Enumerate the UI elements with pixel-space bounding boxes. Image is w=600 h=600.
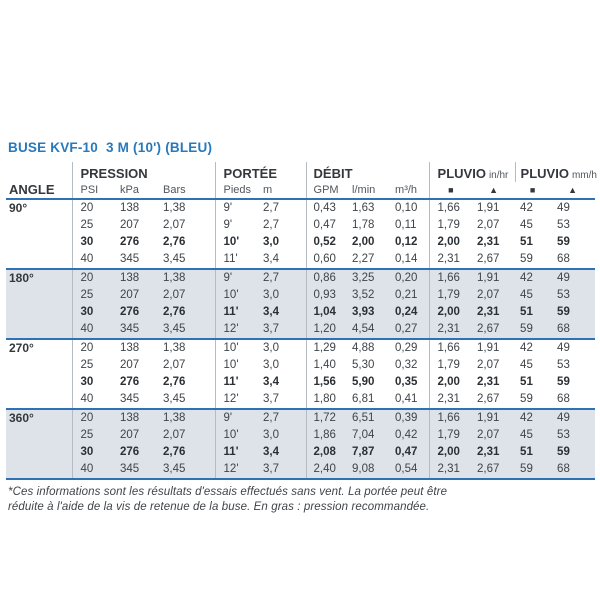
table-cell: 1,38 [163,272,186,284]
table-cell: 3,45 [163,253,186,265]
table-cell: 51 [520,236,533,248]
table-cell: 20 [80,342,94,354]
table-cell: 207 [120,289,140,301]
product-size: 3 M (10') (BLEU) [105,140,213,155]
table-cell: 20 [80,202,94,214]
unit-header-gpm: GPM [306,182,345,199]
table-cell: 30 [80,236,94,248]
table-cell: 2,07 [477,359,500,371]
table-cell: 53 [557,289,570,301]
table-cell: 3,0 [263,236,280,248]
table-cell: 49 [557,412,570,424]
table-cell: 3,4 [263,376,280,388]
table-cell: 345 [120,393,140,405]
table-cell: 2,7 [263,202,280,214]
table-cell: 0,27 [395,323,418,335]
unit-header-pieds: Pieds [215,182,255,199]
header-row-groups [6,162,595,182]
table-cell: 1,91 [477,342,500,354]
table-cell: 2,67 [477,253,500,265]
table-cell: 0,21 [395,289,418,301]
table-cell: 1,20 [306,321,345,339]
table-cell: 207 [120,359,140,371]
table-cell: 2,08 [306,444,345,461]
table-cell: 2,00 [352,236,375,248]
table-cell: 0,11 [395,219,417,231]
table-cell: 1,66 [429,269,472,287]
table-cell: 59 [520,253,533,265]
table-row [6,269,595,287]
table-cell: 59 [520,393,533,405]
table-cell: 2,27 [352,253,375,265]
table-cell: 2,76 [163,236,186,248]
table-cell: 12' [215,321,255,339]
table-cell: 0,14 [395,253,418,265]
table-cell: 45 [520,429,533,441]
table-row [6,321,595,339]
table-cell: 0,60 [306,251,345,269]
table-cell: 0,41 [395,393,418,405]
table-cell: 1,91 [477,272,500,284]
table-cell: 51 [520,306,533,318]
table-cell: 2,00 [429,444,472,461]
table-cell: 0,42 [395,429,418,441]
table-cell: 3,4 [263,446,280,458]
table-cell: 1,40 [306,357,345,374]
table-cell: 2,31 [477,376,500,388]
table-cell: 138 [120,202,140,214]
table-cell: 40 [80,463,94,475]
group-header-label: PORTÉE [223,166,277,181]
table-cell: 25 [80,289,94,301]
table-cell: 1,79 [429,217,472,234]
table-cell: 3,52 [352,289,375,301]
triangle-marker-icon: ▲ [568,185,577,195]
table-row [6,357,595,374]
table-cell: 138 [120,412,140,424]
table-row [6,409,595,427]
table-cell: 1,72 [306,409,345,427]
spec-table [6,162,595,480]
table-cell: 20 [80,272,94,284]
table-cell: 1,63 [352,202,375,214]
group-header-pression-0 [72,162,215,182]
table-cell: 9,08 [352,463,375,475]
table-cell: 2,67 [477,463,500,475]
table-cell: 1,66 [429,409,472,427]
unit-header-psi: PSI [80,184,99,196]
table-cell: 2,31 [477,306,500,318]
table-cell: 30 [80,376,94,388]
table-cell: 0,10 [395,202,418,214]
table-cell: 5,90 [352,376,375,388]
table-cell: 42 [520,272,533,284]
square-marker-icon: ■ [529,185,536,195]
table-cell: 3,7 [263,393,280,405]
table-cell: 3,45 [163,323,186,335]
table-cell: 0,43 [306,199,345,217]
table-cell: 2,00 [429,234,472,251]
table-cell: 2,67 [477,393,500,405]
table-cell: 2,00 [429,304,472,321]
table-cell: 51 [520,376,533,388]
angle-section-180 [6,269,595,339]
table-cell: 10' [215,234,255,251]
table-cell: 9' [215,269,255,287]
table-cell: 207 [120,219,140,231]
table-cell: 1,29 [306,339,345,357]
table-cell: 2,07 [477,289,500,301]
table-cell: 276 [120,236,140,248]
table-cell: 1,56 [306,374,345,391]
table-cell: 3,0 [263,342,280,354]
table-cell: 2,07 [477,219,500,231]
table-cell: 10' [215,339,255,357]
table-cell: 42 [520,342,533,354]
table-cell: 2,07 [163,429,186,441]
table-cell: 345 [120,323,140,335]
table-cell: 1,79 [429,427,472,444]
table-cell: 0,39 [395,412,418,424]
table-cell: 2,07 [163,359,186,371]
table-cell: 12' [215,461,255,479]
table-cell: 0,54 [395,463,418,475]
table-cell: 1,79 [429,357,472,374]
table-cell: 2,67 [477,323,500,335]
table-cell: 7,87 [352,446,375,458]
group-header-label: DÉBIT [313,166,353,181]
table-cell: 0,20 [395,272,418,284]
table-cell: 10' [215,287,255,304]
table-cell: 45 [520,289,533,301]
table-row-recommended [6,444,595,461]
table-cell: 3,0 [263,359,280,371]
table-cell: 59 [557,306,570,318]
triangle-marker-icon: ▲ [489,185,498,195]
group-header-d-bit-2 [306,162,429,182]
table-cell: 40 [80,253,94,265]
table-cell: 45 [520,219,533,231]
unit-header-m: m [263,184,273,196]
table-cell: 3,7 [263,463,280,475]
table-cell: 276 [120,446,140,458]
unit-header-mh: m³/h [395,184,418,196]
column-header-angle: ANGLE [6,162,72,199]
table-row [6,391,595,409]
table-cell: 11' [215,304,255,321]
table-cell: 51 [520,446,533,458]
table-cell: 2,76 [163,306,186,318]
table-cell: 68 [557,323,570,335]
table-cell: 0,86 [306,269,345,287]
table-cell: 10' [215,357,255,374]
table-cell: 345 [120,463,140,475]
group-header-label: PLUVIO [520,166,569,181]
group-header-unit-suffix: mm/h [571,170,597,181]
table-cell: 0,47 [395,446,418,458]
table-cell: 3,25 [352,272,375,284]
table-cell: 3,45 [163,463,186,475]
table-cell: 53 [557,219,570,231]
table-row [6,287,595,304]
angle-section-360 [6,409,595,479]
group-header-unit-suffix: in/hr [488,170,509,181]
table-cell: 2,31 [477,236,500,248]
table-cell: 4,88 [352,342,375,354]
table-cell: 138 [120,272,140,284]
table-cell: 11' [215,444,255,461]
table-cell: 5,30 [352,359,375,371]
table-row [6,427,595,444]
table-cell: 1,91 [477,202,500,214]
table-cell: 30 [80,446,94,458]
table-cell: 9' [215,199,255,217]
table-cell: 2,7 [263,412,280,424]
table-cell: 1,66 [429,339,472,357]
angle-section-270 [6,339,595,409]
footnote-line-2: réduite à l'aide de la vis de retenue de la buse. En gras : pression recommandée. [8,500,430,513]
table-cell: 1,04 [306,304,345,321]
table-cell: 3,7 [263,323,280,335]
table-row [6,339,595,357]
table-cell: 138 [120,342,140,354]
table-cell: 40 [80,323,94,335]
table-cell: 276 [120,306,140,318]
table-cell: 2,76 [163,446,186,458]
table-cell: 3,0 [263,289,280,301]
group-header-label: PRESSION [80,166,148,181]
table-row-recommended [6,374,595,391]
table-cell: 2,31 [477,446,500,458]
table-cell: 2,7 [263,219,280,231]
table-cell: 1,86 [306,427,345,444]
table-cell: 1,91 [477,412,500,424]
table-cell: 1,78 [352,219,375,231]
table-cell: 0,12 [395,236,418,248]
table-cell: 59 [557,236,570,248]
footnote-line-1: *Ces informations sont les résultats d'essais effectués sans vent. La portée peut être [8,486,448,498]
table-row [6,251,595,269]
table-cell: 207 [120,429,140,441]
table-cell: 68 [557,463,570,475]
table-cell: 11' [215,374,255,391]
table-cell: 40 [80,393,94,405]
table-cell: 59 [520,323,533,335]
table-row [6,217,595,234]
table-cell: 49 [557,272,570,284]
table-cell: 49 [557,342,570,354]
table-cell: 2,00 [429,374,472,391]
table-cell: 53 [557,359,570,371]
table-cell: 59 [557,446,570,458]
unit-header-kpa: kPa [120,184,139,196]
table-cell: 2,07 [477,429,500,441]
table-cell: 0,52 [306,234,345,251]
table-cell: 2,07 [163,219,186,231]
table-cell: 0,32 [395,359,418,371]
table-cell: 2,31 [429,251,472,269]
table-cell: 3,4 [263,253,280,265]
group-header-label: PLUVIO [437,166,486,181]
page-title [8,140,594,155]
table-cell: 49 [557,202,570,214]
table-cell: 3,45 [163,393,186,405]
table-cell: 59 [520,463,533,475]
table-cell: 0,35 [395,376,418,388]
table-cell: 25 [80,429,94,441]
angle-label: 270° [6,339,72,409]
table-cell: 53 [557,429,570,441]
table-cell: 9' [215,409,255,427]
table-cell: 11' [215,251,255,269]
footnote [8,485,594,514]
table-cell: 1,79 [429,287,472,304]
table-cell: 2,31 [429,391,472,409]
table-cell: 1,38 [163,412,186,424]
unit-header-lmin: l/min [352,184,376,196]
table-cell: 1,80 [306,391,345,409]
table-cell: 20 [80,412,94,424]
group-header-port-e-1 [215,162,306,182]
angle-label: 180° [6,269,72,339]
group-header-pluvio-4 [515,162,595,182]
table-cell: 25 [80,219,94,231]
table-cell: 6,81 [352,393,375,405]
table-cell: 25 [80,359,94,371]
product-name: BUSE KVF-10 [8,140,98,155]
table-cell: 30 [80,306,94,318]
table-cell: 2,76 [163,376,186,388]
square-marker-icon: ■ [429,182,472,199]
table-cell: 3,93 [352,306,375,318]
header-row-units [6,182,595,199]
table-cell: 1,66 [429,199,472,217]
table-row [6,461,595,479]
table-cell: 59 [557,376,570,388]
table-cell: 6,51 [352,412,375,424]
table-cell: 1,38 [163,202,186,214]
table-cell: 9' [215,217,255,234]
table-cell: 3,0 [263,429,280,441]
table-cell: 7,04 [352,429,375,441]
table-row [6,199,595,217]
table-cell: 2,31 [429,321,472,339]
angle-label: 90° [6,199,72,269]
group-header-pluvio-3 [429,162,515,182]
table-cell: 276 [120,376,140,388]
table-cell: 0,47 [306,217,345,234]
table-cell: 2,31 [429,461,472,479]
table-cell: 42 [520,412,533,424]
table-row-recommended [6,304,595,321]
table-cell: 2,07 [163,289,186,301]
table-cell: 42 [520,202,533,214]
table-row-recommended [6,234,595,251]
table-cell: 10' [215,427,255,444]
table-cell: 12' [215,391,255,409]
table-cell: 0,29 [395,342,418,354]
table-cell: 345 [120,253,140,265]
table-cell: 2,7 [263,272,280,284]
angle-section-90 [6,199,595,269]
unit-header-bars: Bars [163,184,186,196]
table-cell: 1,38 [163,342,186,354]
table-cell: 3,4 [263,306,280,318]
table-cell: 0,24 [395,306,418,318]
table-cell: 2,40 [306,461,345,479]
table-cell: 4,54 [352,323,375,335]
table-cell: 45 [520,359,533,371]
table-cell: 68 [557,253,570,265]
table-cell: 68 [557,393,570,405]
angle-label: 360° [6,409,72,479]
table-cell: 0,93 [306,287,345,304]
